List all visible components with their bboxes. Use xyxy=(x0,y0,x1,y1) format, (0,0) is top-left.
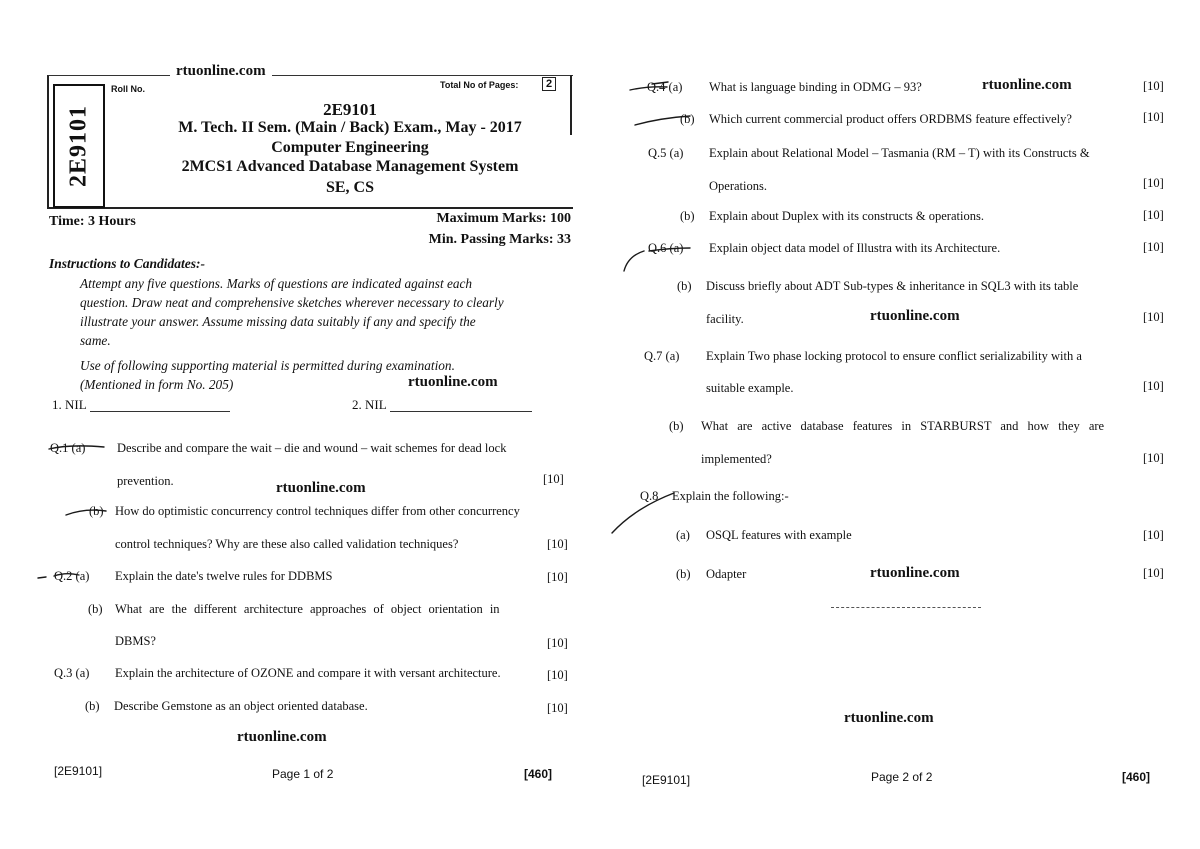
footer-page-1: Page 1 of 2 xyxy=(272,767,334,781)
q8a-label: (a) xyxy=(676,528,690,542)
q3b-label: (b) xyxy=(85,699,100,713)
end-of-paper-rule xyxy=(831,607,981,608)
watermark-q1: rtuonline.com xyxy=(276,480,366,496)
total-pages-label: Total No of Pages: xyxy=(440,80,519,90)
q8a-marks: [10] xyxy=(1143,528,1164,542)
material-item-2-underline xyxy=(390,411,532,412)
min-marks-label: Min. Passing Marks: 33 xyxy=(428,232,571,247)
q8-text: Explain the following:- xyxy=(672,489,789,503)
vertical-paper-code-box xyxy=(53,84,105,208)
q5a-marks: [10] xyxy=(1143,176,1164,190)
q1a-label: Q.1 (a) xyxy=(50,441,86,455)
instructions-line-3: illustrate your answer. Assume missing data suitably if any and specify the xyxy=(80,314,476,329)
header-box-right-edge xyxy=(570,75,572,135)
footer-page-2: Page 2 of 2 xyxy=(871,770,933,784)
instructions-line-4: same. xyxy=(80,333,111,348)
material-item-1-underline xyxy=(90,411,230,412)
q8b-marks: [10] xyxy=(1143,566,1164,580)
watermark-q8: rtuonline.com xyxy=(870,565,960,581)
q1b-text-1: How do optimistic concurrency control techniques differ from other concurrency xyxy=(115,504,520,518)
q3a-marks: [10] xyxy=(547,668,568,682)
exam-title: M. Tech. II Sem. (Main / Back) Exam., May - 2017 xyxy=(178,119,522,136)
q6a-text: Explain object data model of Illustra with its Architecture. xyxy=(709,241,1001,255)
watermark-footer-2: rtuonline.com xyxy=(844,710,934,726)
q3a-text: Explain the architecture of OZONE and compare it with versant architecture. xyxy=(115,666,501,680)
q2b-marks: [10] xyxy=(547,636,568,650)
q8-label: Q.8 xyxy=(640,489,659,503)
q1b-marks: [10] xyxy=(547,537,568,551)
q3b-text: Describe Gemstone as an object oriented database. xyxy=(114,699,368,713)
branch-title: Computer Engineering xyxy=(271,139,429,156)
vertical-paper-code: 2E9101 xyxy=(65,104,92,188)
footer-num-1: [460] xyxy=(524,767,553,781)
material-line-1: Use of following supporting material is permitted during examination. xyxy=(80,358,455,373)
instructions-heading: Instructions to Candidates:- xyxy=(49,256,206,271)
watermark-header: rtuonline.com xyxy=(170,63,272,80)
instructions-line-1: Attempt any five questions. Marks of questions are indicated against each xyxy=(80,276,473,291)
q5a-text-2: Operations. xyxy=(709,179,767,193)
q6b-marks: [10] xyxy=(1143,310,1164,324)
q8b-text: Odapter xyxy=(706,567,747,581)
exam-page-2 xyxy=(600,0,1200,849)
q2b-text-1: What are the different architecture approaches of object orientation in xyxy=(115,602,500,616)
q7a-label: Q.7 (a) xyxy=(644,349,680,363)
q6b-text-2: facility. xyxy=(706,312,744,326)
q5b-text: Explain about Duplex with its constructs & operations. xyxy=(709,209,984,223)
footer-num-2: [460] xyxy=(1122,770,1151,784)
q6a-marks: [10] xyxy=(1143,240,1164,254)
material-item-2: 2. NIL xyxy=(352,397,387,412)
q2a-marks: [10] xyxy=(547,570,568,584)
q1a-text-2: prevention. xyxy=(117,474,174,488)
q4b-marks: [10] xyxy=(1143,110,1164,124)
q7b-text-2: implemented? xyxy=(701,452,772,466)
q1b-text-2: control techniques? Why are these also called validation techniques? xyxy=(115,537,459,551)
q8b-label: (b) xyxy=(676,567,691,581)
q7a-marks: [10] xyxy=(1143,379,1164,393)
q5a-label: Q.5 (a) xyxy=(648,146,684,160)
q5b-label: (b) xyxy=(680,209,695,223)
q3b-marks: [10] xyxy=(547,701,568,715)
q2b-text-2: DBMS? xyxy=(115,634,156,648)
max-marks-label: Maximum Marks: 100 xyxy=(436,211,571,226)
q1b-label: (b) xyxy=(89,504,104,518)
watermark-instructions: rtuonline.com xyxy=(408,374,498,390)
watermark-footer-1: rtuonline.com xyxy=(237,729,327,745)
q4b-label: (b) xyxy=(680,112,695,126)
time-label: Time: 3 Hours xyxy=(49,214,136,229)
q5a-text-1: Explain about Relational Model – Tasmania (RM – T) with its Constructs & xyxy=(709,146,1090,160)
q7a-text-1: Explain Two phase locking protocol to ensure conflict serializability with a xyxy=(706,349,1082,363)
footer-code-1: [2E9101] xyxy=(54,764,103,778)
instructions-line-2: question. Draw neat and comprehensive sketches wherever necessary to clearly xyxy=(80,295,504,310)
q2b-label: (b) xyxy=(88,602,103,616)
subject-title: 2MCS1 Advanced Database Management System xyxy=(181,158,519,175)
q7b-text-1: What are active database features in STARBURST and how they are xyxy=(701,419,1105,433)
material-line-2: (Mentioned in form No. 205) xyxy=(80,377,234,392)
q6b-text-1: Discuss briefly about ADT Sub-types & inheritance in SQL3 with its table xyxy=(706,279,1079,293)
q3a-label: Q.3 (a) xyxy=(54,666,90,680)
material-item-1: 1. NIL xyxy=(52,397,87,412)
q8a-text: OSQL features with example xyxy=(706,528,852,542)
q7b-label: (b) xyxy=(669,419,684,433)
footer-code-2: [2E9101] xyxy=(642,773,691,787)
stream-title: SE, CS xyxy=(325,179,375,196)
watermark-q6: rtuonline.com xyxy=(870,308,960,324)
q7a-text-2: suitable example. xyxy=(706,381,794,395)
q4a-label: Q.4 (a) xyxy=(647,80,683,94)
q4a-marks: [10] xyxy=(1143,79,1164,93)
q2a-label: Q.2 (a) xyxy=(54,569,90,583)
q6b-label: (b) xyxy=(677,279,692,293)
paper-code: 2E9101 xyxy=(323,100,377,119)
q4a-text: What is language binding in ODMG – 93? xyxy=(709,80,922,94)
q6a-label: Q.6 (a) xyxy=(648,241,684,255)
q5b-marks: [10] xyxy=(1143,208,1164,222)
roll-no-label: Roll No. xyxy=(111,84,145,94)
total-pages-value: 2 xyxy=(542,77,556,91)
q2a-text: Explain the date's twelve rules for DDBMS xyxy=(115,569,333,583)
q1a-marks: [10] xyxy=(543,472,564,486)
q7b-marks: [10] xyxy=(1143,451,1164,465)
watermark-q4: rtuonline.com xyxy=(982,77,1072,93)
q4b-text: Which current commercial product offers ORDBMS feature effectively? xyxy=(709,112,1072,126)
q1a-text-1: Describe and compare the wait – die and wound – wait schemes for dead lock xyxy=(117,441,507,455)
